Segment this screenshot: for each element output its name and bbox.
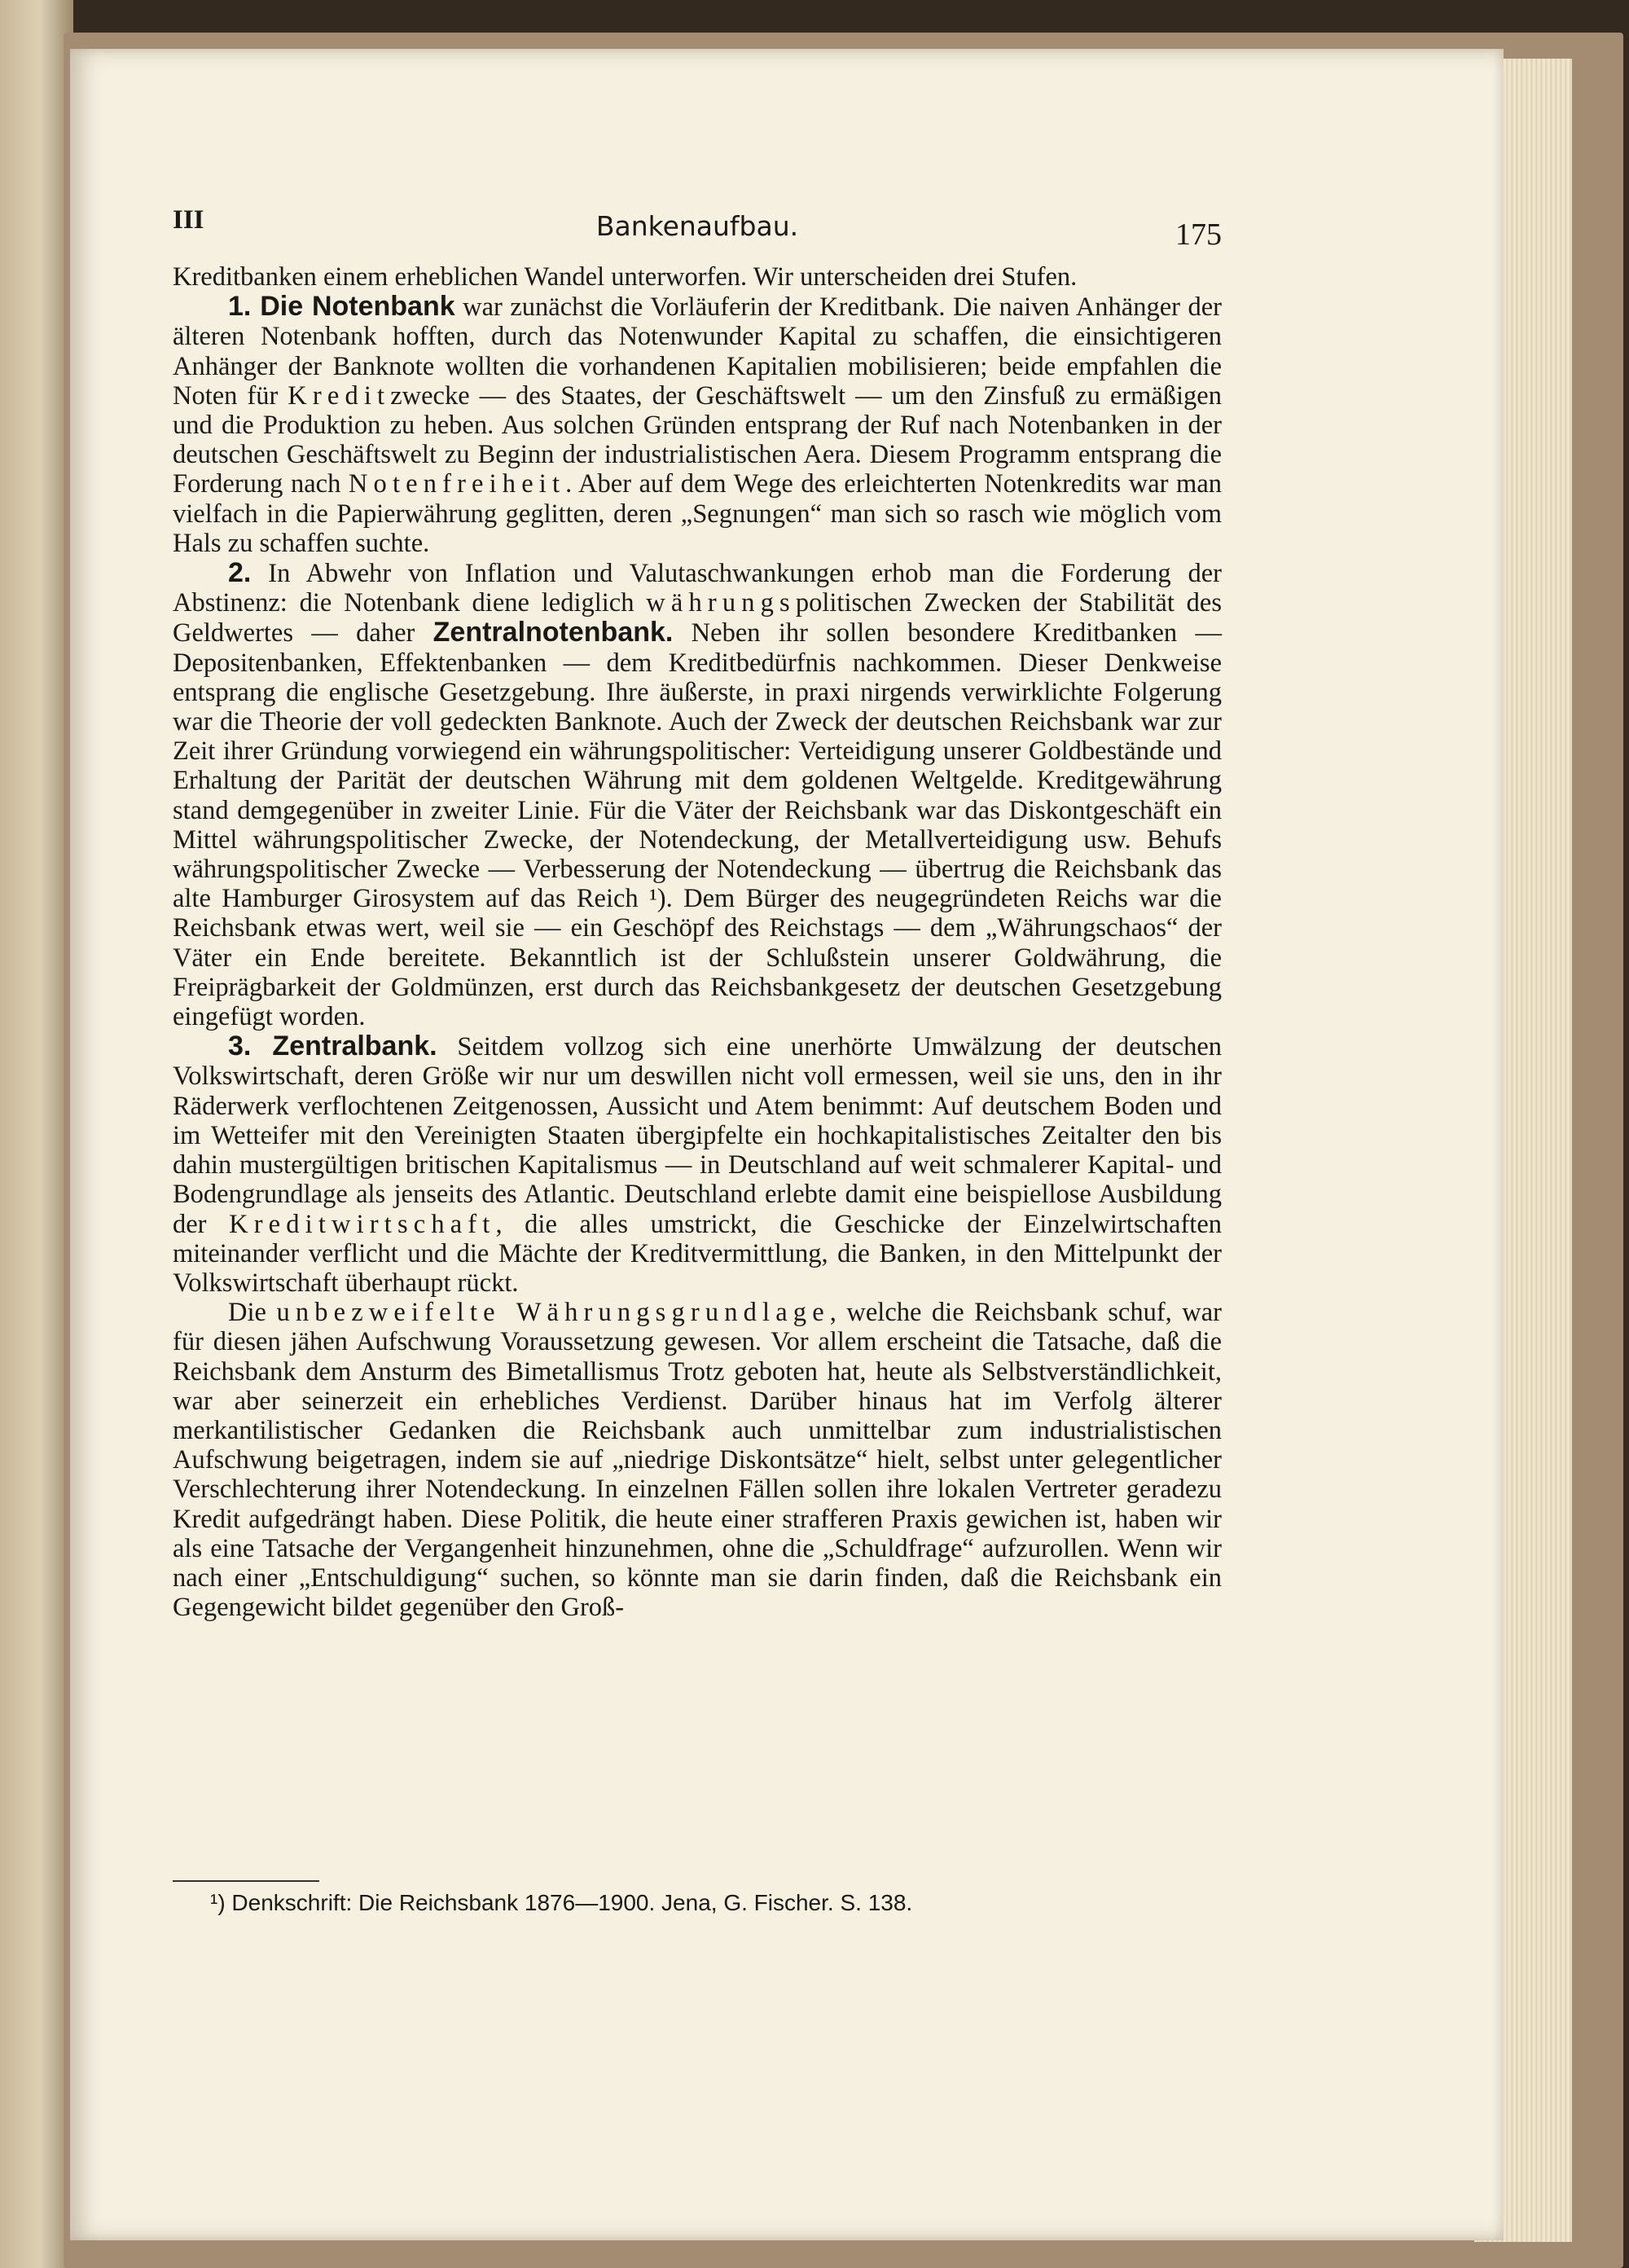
body-text bbox=[173, 262, 1222, 1622]
paragraph-waehrungsgrundlage: Die unbezweifelte Währungsgrundlage, welche die Reichsbank schuf, war für diesen jähen Aufschwung Voraussetzung gewesen. Vor allem erscheint die Tatsache, daß die Reichsbank dem Ansturm des Bimetallismus Trotz geboten hat, heute als Selbstverständlichkeit, war aber seinerzeit ein erhebliches Verdienst. Darüber hinaus hat im Verfolg älterer merkantilistischer Gedanken die Reichsbank auch unmittelbar zum industrialistischen Aufschwung beigetragen, indem sie auf „niedrige Diskontsätze“ hielt, selbst unter gelegentlicher Verschlechterung ihrer Notendeckung. In einzelnen Fällen sollen ihre lokalen Vertreter geradezu Kredit aufgedrängt haben. Diese Politik, die heute einer strafferen Praxis gewichen ist, haben wir als eine Tatsache der Vergangenheit hinzunehmen, ohne die „Schuldfrage“ aufzurollen. Wenn wir nach einer „Entschuldigung“ suchen, so könnte man sie darin finden, daß die Reichsbank ein Gegengewicht bildet gegenüber den Groß- bbox=[173, 1298, 1222, 1623]
section-number-2: 2. bbox=[228, 557, 252, 589]
section-heading-zentralbank: 3. Zentralbank. bbox=[228, 1031, 437, 1062]
section-heading-zentralnotenbank: Zentralnotenbank. bbox=[432, 617, 674, 648]
running-title: Bankenaufbau. bbox=[595, 210, 799, 242]
emphasis-notenfreiheit: Notenfreiheit bbox=[348, 469, 566, 499]
paragraph-zentralnotenbank: 2. In Abwehr von Inflation und Valutaschwankungen erhob man die Forderung der Abstinenz: die Notenbank diene lediglich währungspolitischen Zwecken der Stabilität des Geldwertes — daher Zentralnotenbank. Neben ihr sollen besondere Kreditbanken — Depositenbanken, Effektenbanken — dem Kreditbedürfnis nachkommen. Dieser Denkweise entsprang die englische Gesetzgebung. Ihre äußerste, in praxi nirgends verwirklichte Folgerung war die Theorie der voll gedeckten Banknote. Auch der Zweck der deutschen Reichsbank war zur Zeit ihrer Gründung vorwiegend ein währungspolitischer: Verteidigung unserer Goldbestände und Erhaltung der Parität der deutschen Währung mit dem goldenen Weltgelde. Kreditgewährung stand demgegenüber in zweiter Linie. Für die Väter der Reichsbank war das Diskontgeschäft ein Mittel währungspolitischer Zwecke, der Notendeckung, der Metallverteidigung usw. Behufs währungspolitischer Zwecke — Verbesserung der Notendeckung — übertrug die Reichsbank das alte Hamburger Girosystem auf das Reich ¹). Dem Bürger des neugegründeten Reichs war die Reichsbank etwas wert, weil sie — ein Geschöpf des Reichstags — dem „Währungschaos“ der Väter ein Ende bereitete. Bekanntlich ist der Schlußstein unserer Goldwährung, die Freiprägbarkeit der Goldmünzen, erst durch das Reichsbankgesetz der deutschen Gesetzgebung eingefügt worden. bbox=[173, 557, 1222, 1032]
paragraph-zentralbank: 3. Zentralbank. Seitdem vollzog sich eine unerhörte Umwälzung der deutschen Volkswirtschaft, deren Größe wir nur um deswillen nicht voll ermessen, weil sie uns, den in ihr Räderwerk verflochtenen Zeitgenossen, Aussicht und Atem benimmt: Auf deutschem Boden und im Wetteifer mit den Vereinigten Staaten übergipfelte ein hochkapitalistisches Zeitalter den bis dahin mustergültigen britischen Kapitalismus — in Deutschland auf weit schmalerer Kapital- und Bodengrundlage als jenseits des Atlantic. Deutschland erlebte damit eine beispiellose Ausbildung der Kreditwirtschaft, die alles umstrickt, die Geschicke der Einzelwirtschaften miteinander verflicht und die Mächte der Kreditvermittlung, die Banken, in den Mittelpunkt der Volkswirtschaft überhaupt rückt. bbox=[173, 1031, 1222, 1298]
running-header bbox=[173, 205, 1222, 254]
footnote-reference: ¹) bbox=[649, 884, 666, 914]
footnote-rule bbox=[173, 1880, 319, 1882]
footnote bbox=[210, 1890, 1188, 1916]
emphasis-waehrungsgrundlage: unbezweifelte Währungsgrundlage bbox=[276, 1298, 830, 1328]
chapter-number: III bbox=[173, 205, 204, 235]
footnote-text: Denkschrift: Die Reichsbank 1876—1900. Jena, G. Fischer. S. 138. bbox=[225, 1890, 913, 1915]
paragraph-notenbank: 1. Die Notenbank war zunächst die Vorläuferin der Kreditbank. Die naiven Anhänger der älteren Notenbank hofften, durch das Notenwunder Kapital zu schaffen, die einsichtigeren Anhänger der Banknote wollten die vorhandenen Kapitalien mobilisieren; beide empfahlen die Noten für Kreditzwecke — des Staates, der Geschäftswelt — um den Zinsfuß zu ermäßigen und die Produktion zu heben. Aus solchen Gründen entsprang der Ruf nach Notenbanken in der deutschen Geschäftswelt zu Beginn der industrialistischen Aera. Diesem Programm entsprang die Forderung nach Notenfreiheit. Aber auf dem Wege des erleichterten Notenkredits war man vielfach in die Papierwährung geglitten, deren „Segnungen“ man sich so rasch wie möglich vom Hals zu schaffen suchte. bbox=[173, 291, 1222, 558]
page-number: 175 bbox=[1175, 218, 1222, 252]
section-heading-notenbank: 1. Die Notenbank bbox=[228, 291, 455, 323]
footnote-marker: ¹) bbox=[210, 1890, 226, 1915]
emphasis-waehrungs: währungs bbox=[646, 588, 796, 618]
emphasis-kreditwirtschaft: Kreditwirtschaft bbox=[229, 1209, 496, 1239]
emphasis-kredit: Kredit bbox=[288, 380, 391, 411]
paragraph-intro: Kreditbanken einem erheblichen Wandel unterworfen. Wir unterscheiden drei Stufen. bbox=[173, 262, 1078, 292]
previous-page-edge bbox=[0, 0, 73, 2268]
